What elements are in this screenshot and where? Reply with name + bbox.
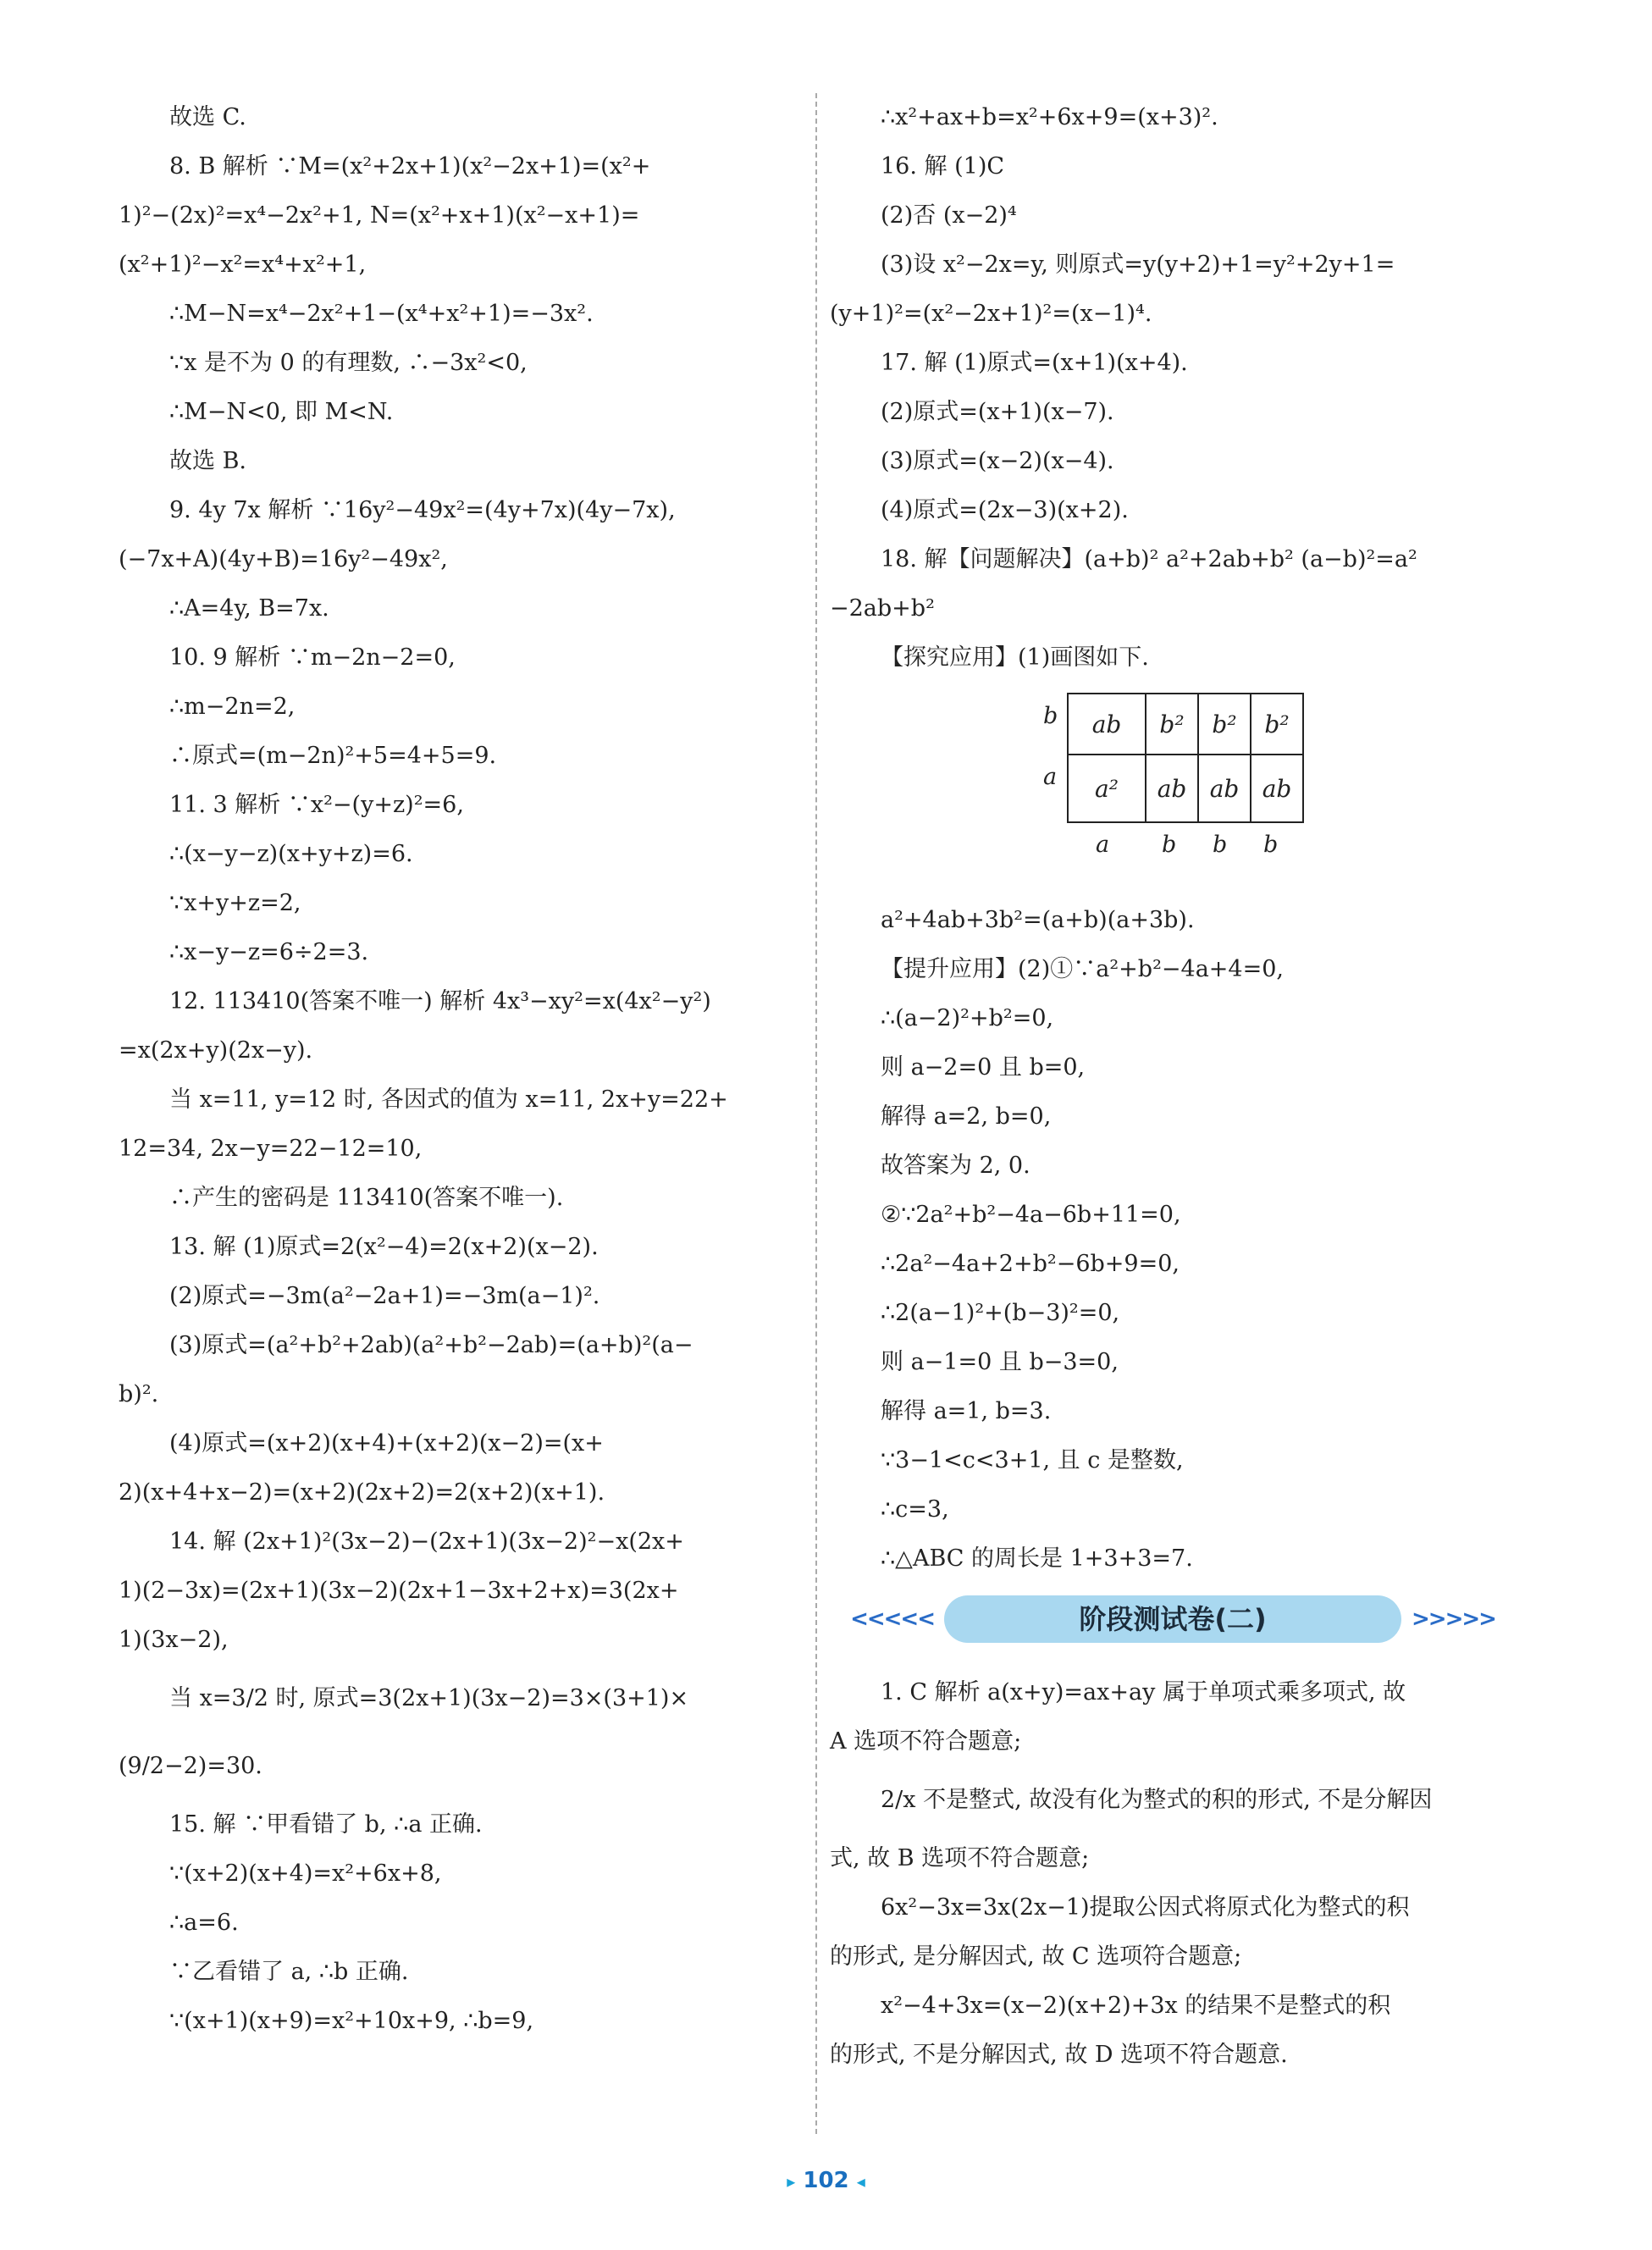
bottom-label-a: a [1096, 832, 1110, 858]
text-line: 12=34, 2x−y=22−12=10, [119, 1136, 423, 1162]
text-line: =x(2x+y)(2x−y). [119, 1037, 313, 1064]
text-line: ∴x²+ax+b=x²+6x+9=(x+3)². [881, 104, 1218, 130]
text-line: 【提升应用】(2)①∵a²+b²−4a+4=0, [881, 956, 1284, 982]
text-line: 则 a−1=0 且 b−3=0, [881, 1349, 1119, 1375]
banner-title: 阶段测试卷(二) [944, 1595, 1401, 1643]
text-line: 1)(2−3x)=(2x+1)(3x−2)(2x+1−3x+2+x)=3(2x+ [119, 1578, 679, 1604]
text-line: (9/2−2)=30. [119, 1753, 262, 1779]
bottom-label-b: b [1162, 832, 1177, 858]
text-line: 16. 解 (1)C [881, 153, 1005, 180]
text-line: ∵3−1<c<3+1, 且 c 是整数, [881, 1447, 1184, 1473]
grid-cell: a² [1068, 755, 1146, 822]
page-number-text: 102 [803, 2168, 849, 2193]
text-line: (3)设 x²−2x=y, 则原式=y(y+2)+1=y²+2y+1= [881, 252, 1395, 278]
area-diagram [830, 686, 1516, 889]
text-line: (3)原式=(a²+b²+2ab)(a²+b²−2ab)=(a+b)²(a− [169, 1332, 693, 1358]
right-bottom-block [830, 1668, 1516, 2080]
text-line: (2)原式=−3m(a²−2a+1)=−3m(a−1)². [169, 1283, 600, 1309]
text-line: ②∵2a²+b²−4a−6b+11=0, [881, 1202, 1181, 1228]
text-line: ∵x 是不为 0 的有理数, ∴−3x²<0, [169, 350, 528, 376]
text-line: 解得 a=2, b=0, [881, 1103, 1052, 1130]
text-line: ∴A=4y, B=7x. [169, 595, 329, 622]
bottom-label-b: b [1263, 832, 1279, 858]
grid-cell: ab [1146, 755, 1198, 822]
text-line: 故选 C. [169, 104, 246, 130]
right-column [830, 93, 1516, 2080]
text-line: (4)原式=(x+2)(x+4)+(x+2)(x−2)=(x+ [169, 1430, 604, 1457]
text-line: 当 x=3/2 时, 原式=3(2x+1)(3x−2)=3×(3+1)× [169, 1685, 689, 1711]
text-line: ∵(x+1)(x+9)=x²+10x+9, ∴b=9, [169, 2008, 534, 2034]
text-line: 1. C 解析 a(x+y)=ax+ay 属于单项式乘多项式, 故 [881, 1679, 1406, 1705]
text-line: 18. 解【问题解决】(a+b)² a²+2ab+b² (a−b)²=a² [881, 546, 1417, 572]
page-arrow-left-icon: ▸ [787, 2171, 796, 2192]
text-line: ∴m−2n=2, [169, 694, 296, 720]
grid-cell: ab [1251, 755, 1303, 822]
text-line: ∴产生的密码是 113410(答案不唯一). [169, 1185, 564, 1211]
text-line: 11. 3 解析 ∵x²−(y+z)²=6, [169, 792, 464, 818]
text-line: 【探究应用】(1)画图如下. [881, 644, 1149, 671]
right-top-block [830, 93, 1516, 683]
grid-cell: ab [1198, 755, 1251, 822]
page-arrow-right-icon: ◂ [856, 2171, 865, 2192]
text-line: A 选项不符合题意; [830, 1728, 1022, 1755]
text-line: x²−4+3x=(x−2)(x+2)+3x 的结果不是整式的积 [881, 1993, 1391, 2019]
text-line: (2)原式=(x+1)(x−7). [881, 399, 1114, 425]
text-line: ∴(a−2)²+b²=0, [881, 1005, 1054, 1031]
text-line: 15. 解 ∵甲看错了 b, ∴a 正确. [169, 1811, 483, 1838]
text-line: 8. B 解析 ∵M=(x²+2x+1)(x²−2x+1)=(x²+ [169, 153, 651, 180]
section-banner [830, 1592, 1516, 1646]
text-line: (−7x+A)(4y+B)=16y²−49x², [119, 546, 448, 572]
text-line: 故答案为 2, 0. [881, 1153, 1030, 1179]
left-column [119, 93, 796, 2046]
text-line: −2ab+b² [830, 595, 935, 622]
text-line: ∴原式=(m−2n)²+5=4+5=9. [169, 743, 497, 769]
text-line: 的形式, 是分解因式, 故 C 选项符合题意; [830, 1943, 1242, 1970]
grid-cell: ab [1068, 694, 1146, 755]
text-line: ∴△ABC 的周长是 1+3+3=7. [881, 1545, 1193, 1572]
text-line: 12. 113410(答案不唯一) 解析 4x³−xy²=x(4x²−y²) [169, 988, 711, 1014]
text-line: ∴x−y−z=6÷2=3. [169, 939, 369, 965]
text-line: ∴2(a−1)²+(b−3)²=0, [881, 1300, 1120, 1326]
text-line: ∵x+y+z=2, [169, 890, 301, 916]
text-line: 1)(3x−2), [119, 1627, 229, 1653]
banner-left-arrows: <<<<< [850, 1606, 934, 1632]
text-line: (3)原式=(x−2)(x−4). [881, 448, 1114, 474]
text-line: ∴(x−y−z)(x+y+z)=6. [169, 841, 413, 867]
column-divider [815, 93, 817, 2134]
text-line: ∴2a²−4a+2+b²−6b+9=0, [881, 1251, 1180, 1277]
grid-cell: b² [1146, 694, 1198, 755]
text-line: 式, 故 B 选项不符合题意; [830, 1845, 1090, 1871]
text-line: a²+4ab+3b²=(a+b)(a+3b). [881, 907, 1195, 933]
text-line: (4)原式=(2x−3)(x+2). [881, 497, 1129, 523]
text-line: (y+1)²=(x²−2x+1)²=(x−1)⁴. [830, 301, 1152, 327]
bottom-label-b: b [1213, 832, 1228, 858]
text-line: ∴M−N=x⁴−2x²+1−(x⁴+x²+1)=−3x². [169, 301, 594, 327]
text-line: 2)(x+4+x−2)=(x+2)(2x+2)=2(x+2)(x+1). [119, 1479, 605, 1506]
area-grid [1067, 693, 1304, 823]
grid-cell: b² [1198, 694, 1251, 755]
text-line: ∴a=6. [169, 1910, 239, 1936]
side-label-a: a [1043, 764, 1058, 790]
text-line: ∵乙看错了 a, ∴b 正确. [169, 1959, 409, 1985]
side-label-b: b [1043, 703, 1058, 729]
text-line: 1)²−(2x)²=x⁴−2x²+1, N=(x²+x+1)(x²−x+1)= [119, 202, 640, 229]
page-number [0, 2168, 1652, 2193]
text-line: ∴M−N<0, 即 M<N. [169, 399, 394, 425]
text-line: 10. 9 解析 ∵m−2n−2=0, [169, 644, 456, 671]
text-line: 17. 解 (1)原式=(x+1)(x+4). [881, 350, 1188, 376]
text-line: 解得 a=1, b=3. [881, 1398, 1052, 1424]
text-line: ∵(x+2)(x+4)=x²+6x+8, [169, 1860, 442, 1887]
text-line: 当 x=11, y=12 时, 各因式的值为 x=11, 2x+y=22+ [169, 1086, 728, 1113]
text-line: 14. 解 (2x+1)²(3x−2)−(2x+1)(3x−2)²−x(2x+ [169, 1529, 684, 1555]
text-line: 则 a−2=0 且 b=0, [881, 1054, 1086, 1081]
text-line: 故选 B. [169, 448, 247, 474]
text-line: 的形式, 不是分解因式, 故 D 选项不符合题意. [830, 2042, 1288, 2068]
text-line: 6x²−3x=3x(2x−1)提取公因式将原式化为整式的积 [881, 1894, 1410, 1921]
text-line: ∴c=3, [881, 1496, 949, 1523]
grid-cell: b² [1251, 694, 1303, 755]
text-line: (x²+1)²−x²=x⁴+x²+1, [119, 252, 367, 278]
right-mid-block [830, 896, 1516, 1584]
text-line: b)². [119, 1381, 159, 1407]
text-line: 2/x 不是整式, 故没有化为整式的积的形式, 不是分解因 [881, 1787, 1433, 1813]
text-line: (2)否 (x−2)⁴ [881, 202, 1017, 229]
text-line: 9. 4y 7x 解析 ∵16y²−49x²=(4y+7x)(4y−7x), [169, 497, 676, 523]
banner-right-arrows: >>>>> [1412, 1606, 1495, 1632]
text-line: 13. 解 (1)原式=2(x²−4)=2(x+2)(x−2). [169, 1234, 599, 1260]
